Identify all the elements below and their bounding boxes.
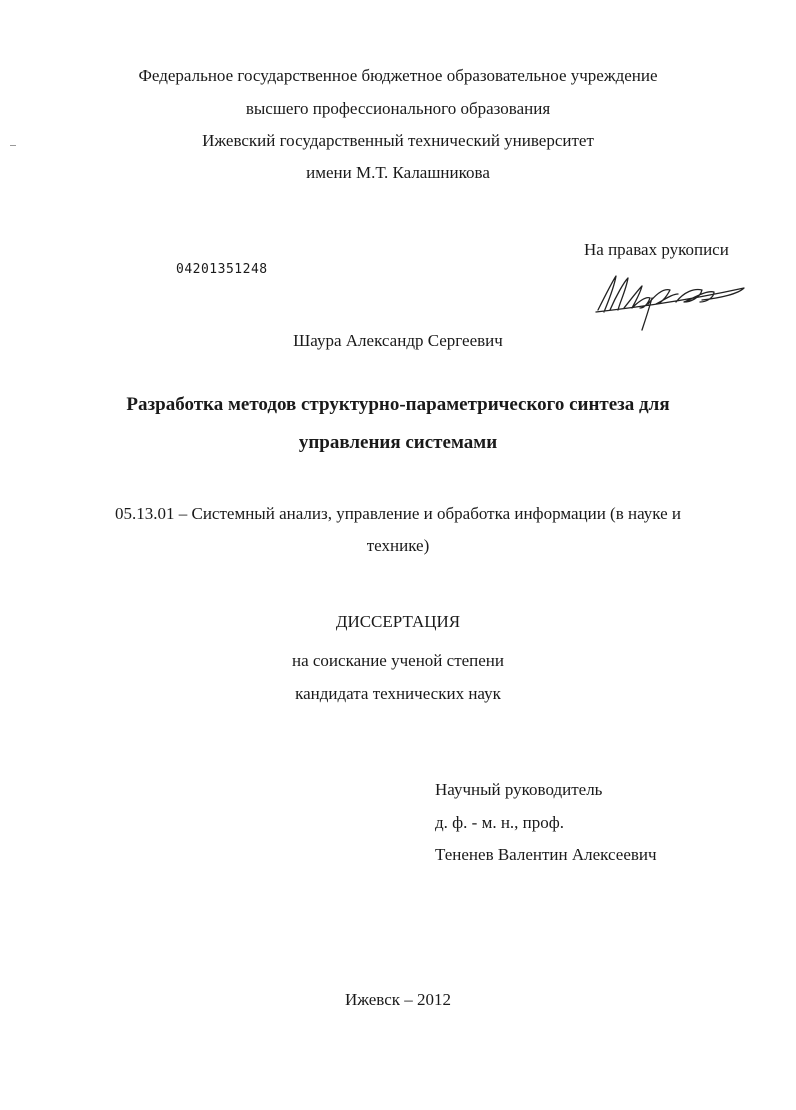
degree-line-2: кандидата технических наук bbox=[295, 684, 501, 703]
institution-line-3: Ижевский государственный технический университет bbox=[202, 131, 594, 150]
degree-line-1: на соискание ученой степени bbox=[291, 651, 505, 670]
place-year: Ижевск – 2012 bbox=[344, 990, 452, 1009]
registration-number: 04201351248 bbox=[176, 262, 268, 277]
institution-line-2: высшего профессионального образования bbox=[245, 99, 551, 118]
supervisor-credentials: д. ф. - м. н., проф. bbox=[435, 813, 565, 832]
manuscript-note: На правах рукописи bbox=[584, 240, 729, 259]
document-type: ДИССЕРТАЦИЯ bbox=[335, 612, 461, 631]
author-name: Шаура Александр Сергеевич bbox=[293, 331, 503, 350]
dissertation-title-line-1: Разработка методов структурно-параметрического синтеза для bbox=[126, 394, 670, 415]
signature bbox=[590, 268, 750, 334]
specialty-line-1: 05.13.01 – Системный анализ, управление и обработка информации (в науке и bbox=[114, 504, 681, 523]
institution-line-1: Федеральное государственное бюджетное образовательное учреждение bbox=[138, 66, 658, 85]
supervisor-name: Тененев Валентин Алексеевич bbox=[435, 845, 657, 864]
supervisor-role: Научный руководитель bbox=[435, 780, 603, 799]
dissertation-title-line-2: управления системами bbox=[298, 432, 498, 453]
specialty-line-2: технике) bbox=[366, 536, 430, 555]
institution-line-4: имени М.Т. Калашникова bbox=[306, 163, 490, 182]
